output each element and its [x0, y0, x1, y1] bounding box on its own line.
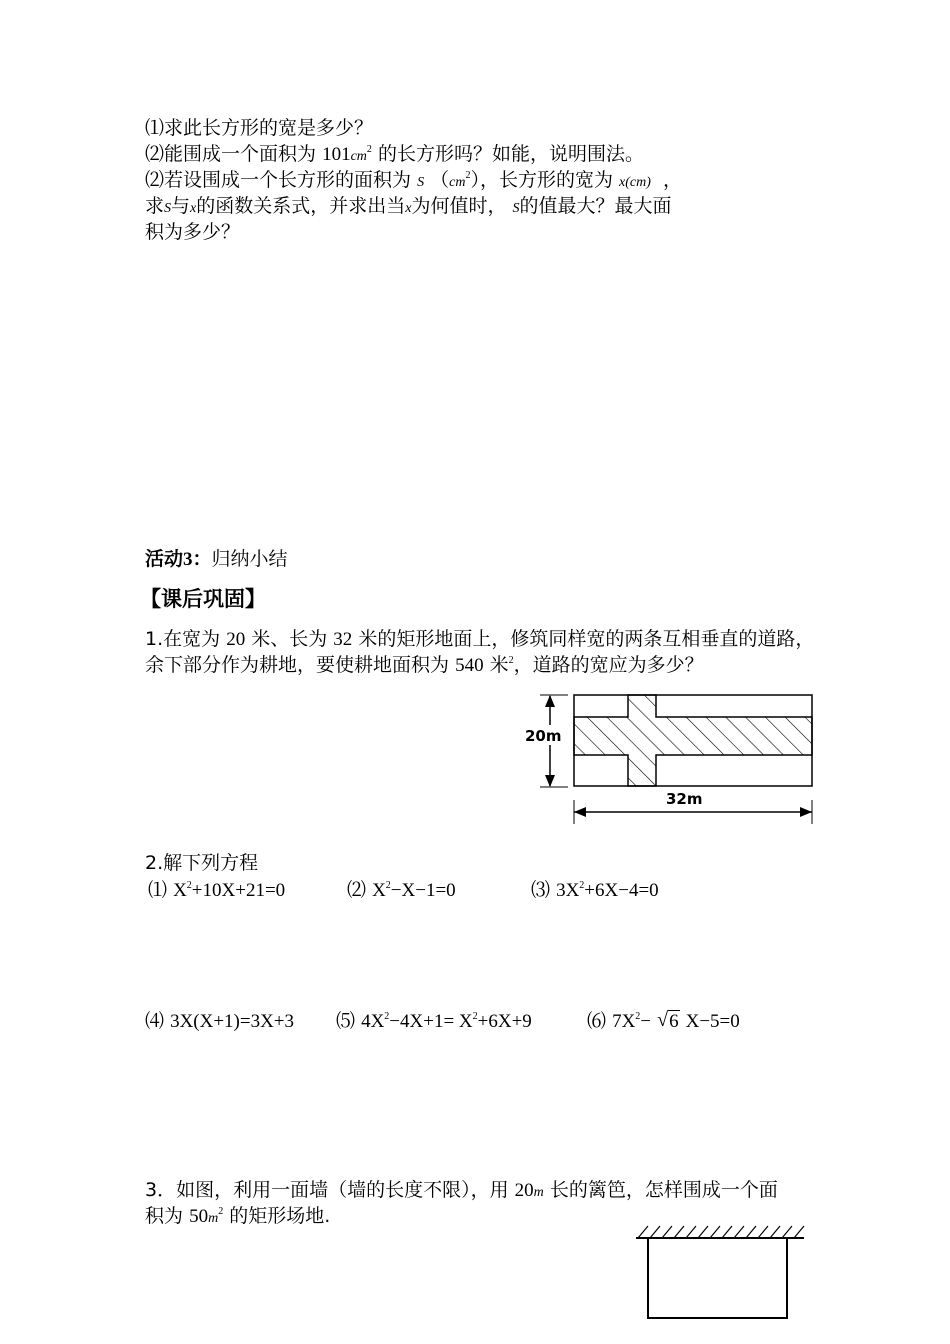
q3-b1: 求 [145, 195, 165, 217]
q3-text-a: ⑵若设围成一个长方形的面积为 [145, 169, 412, 191]
fence-rect [648, 1238, 787, 1318]
p1-unit: 米 [489, 654, 509, 676]
sqrt-radicand: 6 [669, 1011, 679, 1032]
wall-hatching [638, 1226, 804, 1238]
after-class-title [140, 586, 266, 612]
q2-suffix: 的长方形吗？如能，说明围法。 [377, 143, 644, 165]
q1-text: ⑴求此长方形的宽是多少？ [145, 117, 374, 139]
road-diagram [520, 690, 820, 830]
q3-unit: cm [449, 175, 466, 190]
width-label: 20m [525, 727, 562, 745]
wall-fence-diagram [630, 1220, 810, 1325]
activity-3-heading [145, 546, 288, 573]
p1-length-value: 32 [333, 629, 353, 650]
eq2-b: −X−1=0 [390, 880, 456, 901]
equation-6 [587, 1008, 740, 1038]
equation-1 [148, 877, 285, 907]
q2-unit: cm [350, 149, 367, 164]
p1-unit-sup: 2 [508, 655, 514, 666]
q3-x3: x [405, 201, 412, 216]
q3-b5: 的值最大？最大面 [519, 195, 672, 217]
q2-value: 101 [322, 144, 351, 165]
equation-3 [531, 877, 659, 907]
eq2-sup: 2 [385, 880, 391, 891]
eq3-sup: 2 [579, 880, 585, 891]
eq5-b: −4X+1= X [389, 1011, 473, 1032]
eq5-sup2: 2 [472, 1011, 478, 1022]
question-3-line-3 [145, 219, 240, 245]
q3-paren-open: （ [430, 169, 450, 191]
eq5-number: ⑸ [336, 1010, 356, 1032]
eq5-sup1: 2 [384, 1011, 390, 1022]
p3-area-value: 50 [189, 1206, 209, 1227]
equation-5 [336, 1008, 532, 1038]
activity-colon: ： [192, 548, 212, 570]
q3-x2: x [190, 201, 197, 216]
problem-1-line-2 [145, 652, 704, 682]
eq1-a: X [173, 880, 187, 901]
sqrt-6: √ 6 [657, 1009, 679, 1032]
q3-b3: 的函数关系式，并求出当 [196, 195, 406, 217]
p3-unit-m2: m [208, 1211, 219, 1226]
eq6-minus: − [640, 1011, 652, 1032]
p3-fence-length: 20 [514, 1180, 534, 1201]
p1-width-value: 20 [226, 629, 246, 650]
q3-comma: ， [662, 169, 682, 191]
eq6-c: X−5=0 [685, 1011, 740, 1032]
activity-number: 3 [183, 549, 193, 570]
p3-text-2: 长的篱笆，怎样围成一个面 [549, 1179, 778, 1201]
question-1 [145, 115, 373, 141]
q3-S2: S [164, 201, 172, 216]
eq6-a: 7X [612, 1011, 636, 1032]
length-arrow-left [574, 807, 586, 817]
problem-1-line-1 [145, 626, 814, 653]
problem-3-line-1 [145, 1177, 778, 1206]
q3-x-cm: x(cm) [619, 175, 651, 190]
eq2-number: ⑵ [347, 879, 367, 901]
question-3-line-2 [145, 193, 672, 222]
eq3-a: 3X [556, 880, 580, 901]
q3-b4: 为何值时， [411, 195, 507, 217]
eq2-a: X [372, 880, 386, 901]
p1-text-1: 1.在宽为 [145, 628, 221, 650]
equation-4 [145, 1008, 294, 1035]
p1-text-4: 余下部分作为耕地，要使耕地面积为 [145, 654, 450, 676]
equation-2 [347, 877, 456, 907]
p1-area-value: 540 [455, 655, 484, 676]
eq5-c: +6X+9 [477, 1011, 532, 1032]
q3-c: 积为多少？ [145, 221, 241, 243]
p3-unit-m: m [533, 1185, 544, 1200]
q2-unit-sup: 2 [366, 144, 372, 155]
eq3-b: +6X−4=0 [584, 880, 659, 901]
p3-text-3: 积为 [145, 1205, 184, 1227]
problem-3-line-2 [145, 1203, 330, 1233]
eq6-number: ⑹ [587, 1010, 607, 1032]
activity-title: 归纳小结 [211, 548, 288, 570]
p1-text-2: 米、长为 [251, 628, 328, 650]
p1-text-5: ，道路的宽应为多少？ [513, 654, 704, 676]
eq4-number: ⑷ [145, 1010, 165, 1032]
q3-paren-close: ），长方形的宽为 [470, 169, 613, 191]
eq4-expr: 3X(X+1)=3X+3 [170, 1011, 295, 1032]
length-label: 32m [666, 790, 703, 808]
p2-title-text: 2.解下列方程 [145, 852, 259, 874]
q3-unit-sup: 2 [465, 170, 471, 181]
p3-unit-sup: 2 [218, 1206, 224, 1217]
activity-label: 活动 [145, 548, 184, 570]
q3-S3: S [512, 201, 520, 216]
p3-text-1: 3．如图，利用一面墙（墙的长度不限），用 [145, 1179, 509, 1201]
width-arrow-top [545, 695, 555, 707]
q3-b2: 与 [171, 195, 191, 217]
q3-S: S [417, 175, 425, 190]
problem-2-title [145, 850, 258, 876]
eq5-a: 4X [361, 1011, 385, 1032]
p3-text-4: 的矩形场地. [229, 1205, 331, 1227]
p1-text-3: 米的矩形地面上，修筑同样宽的两条互相垂直的道路， [358, 628, 815, 650]
eq1-sup: 2 [186, 880, 192, 891]
eq3-number: ⑶ [531, 879, 551, 901]
length-arrow-right [800, 807, 812, 817]
width-arrow-bottom [545, 775, 555, 787]
eq1-b: +10X+21=0 [191, 880, 286, 901]
eq1-number: ⑴ [148, 879, 168, 901]
q2-prefix: ⑵能围成一个面积为 [145, 143, 317, 165]
eq6-sup: 2 [635, 1011, 641, 1022]
after-class-title-text: 【课后巩固】 [140, 587, 266, 611]
